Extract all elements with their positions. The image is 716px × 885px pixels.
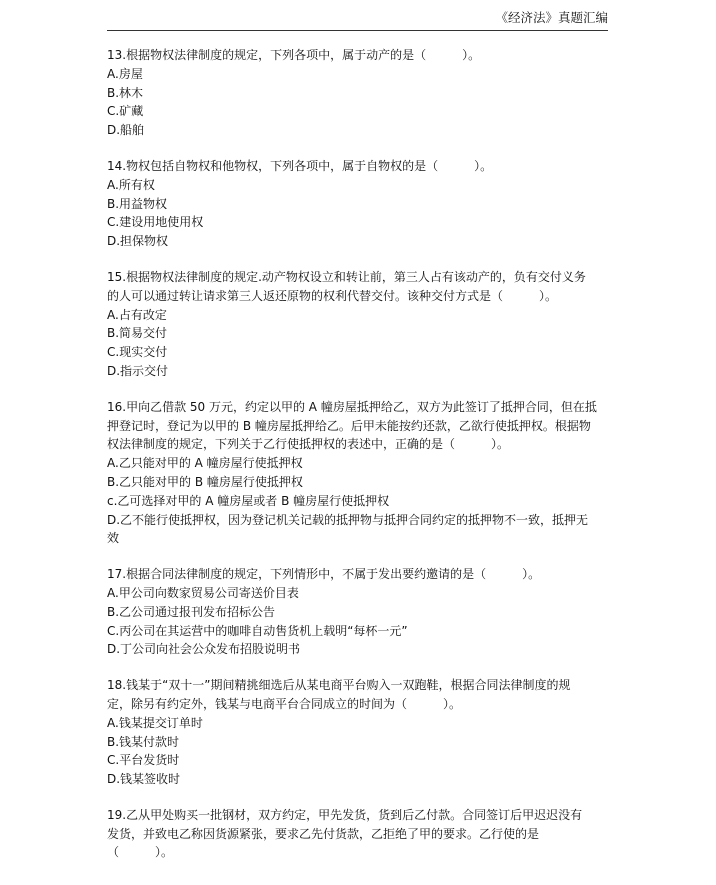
answer-option: C.丙公司在其运营中的咖啡自动售货机上载明“每杯一元”	[107, 623, 408, 638]
answer-option: D.船舶	[107, 123, 145, 138]
question-item	[107, 157, 617, 251]
answer-option: C.建设用地使用权	[107, 215, 204, 230]
question-stem-line: 15.根据物权法律制度的规定.动产物权设立和转让前，第三人占有该动产的，负有交付义务	[107, 269, 586, 284]
answer-option: C.现实交付	[107, 345, 168, 360]
answer-option: B.钱某付款时	[107, 734, 180, 749]
answer-option: B.用益物权	[107, 196, 168, 211]
question-item	[107, 268, 617, 381]
question-item	[107, 398, 617, 548]
question-stem-line: 押登记时，登记为以甲的 B 幢房屋抵押给乙。后甲未能按约还款，乙欲行使抵押权。根据物	[107, 418, 591, 433]
question-stem-line: 权法律制度的规定，下列关于乙行使抵押权的表述中，正确的是（ ）。	[107, 437, 510, 452]
answer-option: D.乙不能行使抵押权，因为登记机关记载的抵押物与抵押合同约定的抵押物不一致，抵押无	[107, 512, 589, 527]
answer-option: 效	[107, 531, 120, 546]
question-stem-line: 14.物权包括自物权和他物权，下列各项中，属于自物权的是（ ）。	[107, 158, 493, 173]
answer-option: D.钱某签收时	[107, 772, 181, 787]
question-stem-line: 的人可以通过转让请求第三人返还原物的权利代替交付。该种交付方式是（ ）。	[107, 288, 558, 303]
answer-option: B.乙只能对甲的 B 幢房屋行使抵押权	[107, 474, 303, 489]
question-stem-line: 18.钱某于“双十一”期间精挑细选后从某电商平台购入一双跑鞋，根据合同法律制度的规	[107, 678, 571, 693]
answer-option: A.所有权	[107, 177, 155, 192]
question-stem-line: 13.根据物权法律制度的规定，下列各项中，属于动产的是（ ）。	[107, 48, 481, 62]
answer-option: B.乙公司通过报刊发布招标公告	[107, 604, 276, 619]
question-item	[107, 676, 617, 789]
question-stem-line: 16.甲向乙借款 50 万元，约定以甲的 A 幢房屋抵押给乙，双方为此签订了抵押合同，但在抵	[107, 399, 597, 414]
answer-option: B.简易交付	[107, 326, 168, 341]
answer-option: c.乙可选择对甲的 A 幢房屋或者 B 幢房屋行使抵押权	[107, 493, 390, 508]
answer-option: A.占有改定	[107, 307, 167, 322]
question-stem-line: 发货，并致电乙称因货源紧张，要求乙先付货款，乙拒绝了甲的要求。乙行使的是	[107, 826, 540, 841]
answer-option: A.甲公司向数家贸易公司寄送价目表	[107, 585, 299, 600]
answer-option: D.丁公司向社会公众发布招股说明书	[107, 642, 301, 657]
answer-option: A.钱某提交订单时	[107, 715, 203, 730]
question-list	[107, 46, 617, 879]
question-item	[107, 806, 617, 862]
header-title: 《经济法》真题汇编	[495, 10, 608, 25]
answer-option: C.平台发货时	[107, 753, 180, 768]
answer-option: D.指示交付	[107, 363, 169, 378]
question-stem-line: （ ）。	[107, 845, 174, 860]
answer-option: A.房屋	[107, 66, 143, 81]
answer-option: D.担保物权	[107, 234, 169, 249]
question-stem-line: 19.乙从甲处购买一批钢材，双方约定，甲先发货，货到后乙付款。合同签订后甲迟迟没有	[107, 807, 583, 822]
question-stem-line: 17.根据合同法律制度的规定，下列情形中，不属于发出要约邀请的是（ ）。	[107, 567, 541, 582]
answer-option: A.乙只能对甲的 A 幢房屋行使抵押权	[107, 456, 303, 471]
question-item	[107, 46, 617, 140]
answer-option: B.林木	[107, 85, 144, 100]
answer-option: C.矿藏	[107, 104, 144, 119]
question-stem-line: 定，除另有约定外，钱某与电商平台合同成立的时间为（ ）。	[107, 696, 462, 711]
question-item	[107, 565, 617, 659]
page-header	[107, 8, 608, 31]
